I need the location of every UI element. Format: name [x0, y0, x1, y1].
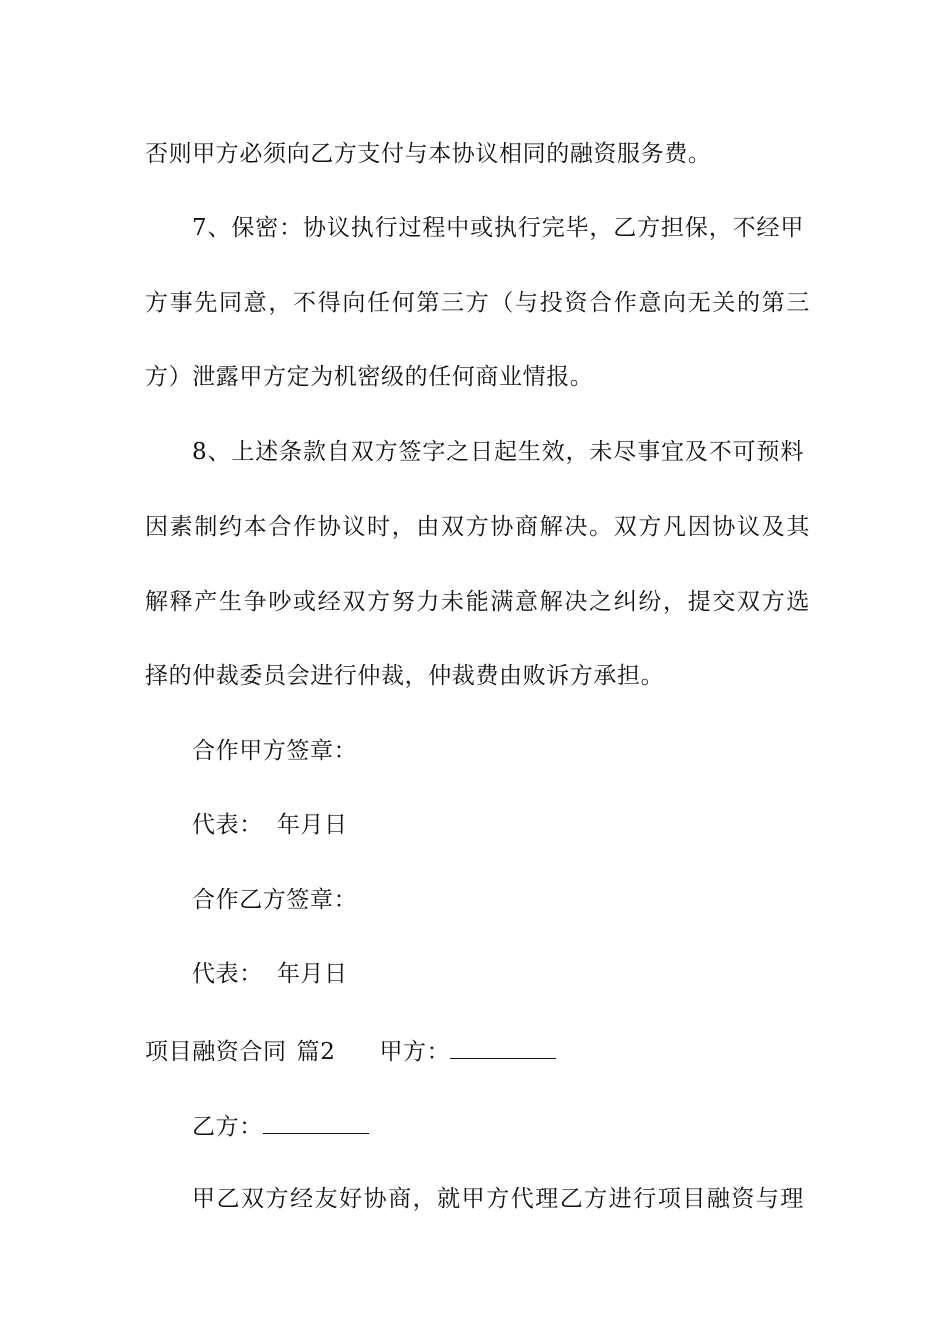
party-a-blank [450, 1034, 556, 1059]
party-a-representative-line [192, 809, 857, 841]
clause-8-line-3: 解释产生争吵或经双方努力未能满意解决之纠纷，提交双方选 [145, 589, 810, 615]
section-part: 篇2 [296, 1039, 336, 1065]
representative-label: 代表： [192, 961, 263, 987]
party-b-seal-label: 合作乙方签章： [192, 887, 358, 913]
party-b-representative-line [192, 958, 857, 990]
clause-7-line-1: 7、保密：协议执行过程中或执行完毕，乙方担保，不经甲 [192, 215, 804, 241]
section-2-heading-line [145, 1034, 810, 1068]
representative-label: 代表： [192, 812, 263, 838]
date-placeholder: 年月日 [276, 812, 348, 838]
date-placeholder: 年月日 [276, 961, 348, 987]
party-b-label: 乙方： [192, 1114, 263, 1140]
clause-8-line-4: 择的仲裁委员会进行仲裁，仲裁费由败诉方承担。 [145, 663, 665, 689]
paragraph-line: 否则甲方必须向乙方支付与本协议相同的融资服务费。 [145, 141, 712, 167]
clause-8-line-2: 因素制约本合作协议时，由双方协商解决。双方凡因协议及其 [145, 514, 810, 540]
clause-7-line-3: 方）泄露甲方定为机密级的任何商业情报。 [145, 364, 594, 390]
party-a-seal-label: 合作甲方签章： [192, 738, 358, 764]
clause-7-line-2: 方事先同意，不得向任何第三方（与投资合作意向无关的第三 [145, 290, 810, 316]
party-b-blank [263, 1109, 369, 1134]
clause-8-line-1: 8、上述条款自双方签字之日起生效，未尽事宜及不可预料 [192, 439, 804, 465]
section-title: 项目融资合同 [145, 1039, 287, 1065]
party-a-label: 甲方： [379, 1039, 451, 1065]
party-b-line [192, 1109, 857, 1143]
section-2-intro-line: 甲乙双方经友好协商，就甲方代理乙方进行项目融资与理 [192, 1186, 804, 1212]
